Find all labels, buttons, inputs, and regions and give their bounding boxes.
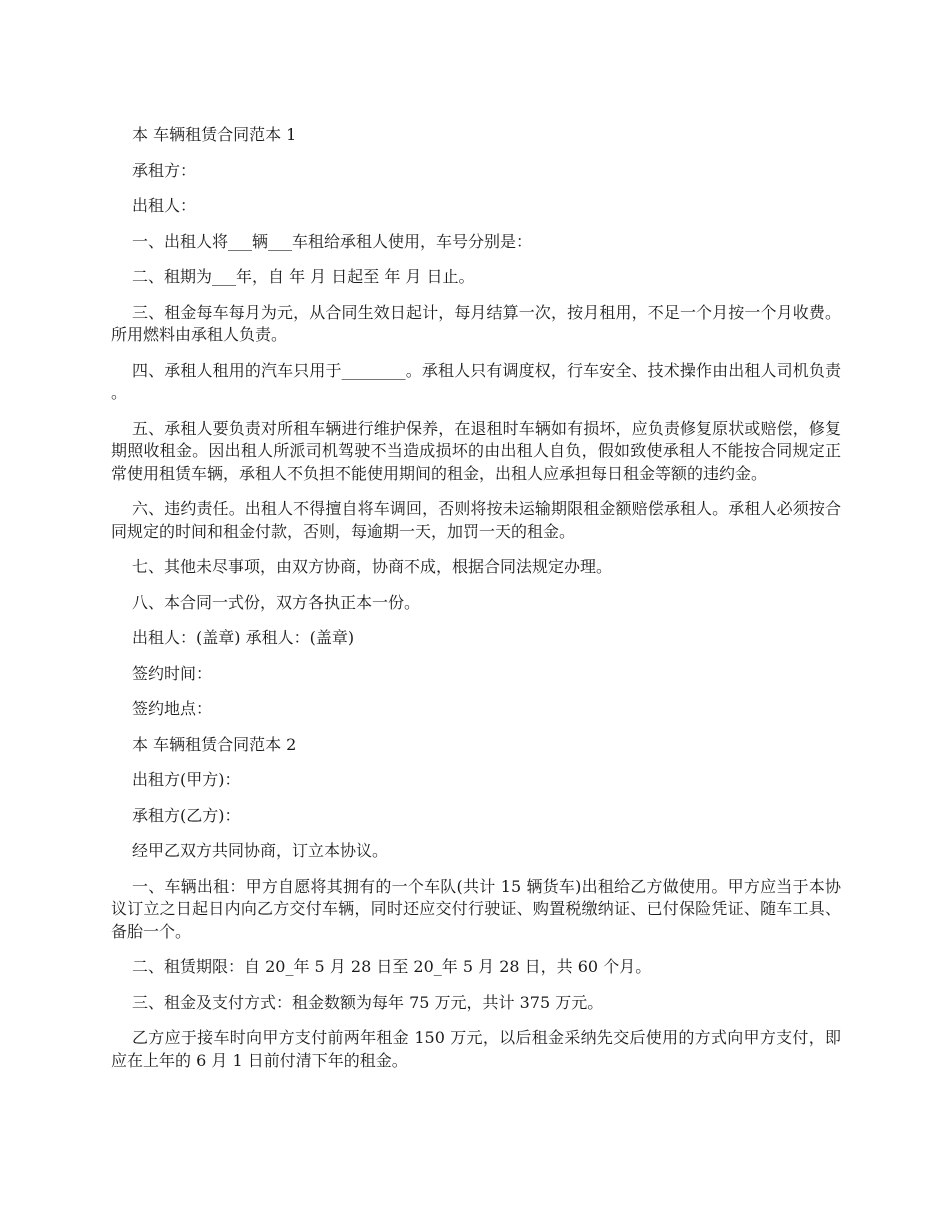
doc-title-1: 本 车辆租赁合同范本 1 bbox=[132, 125, 297, 144]
section-lease-term: 二、租赁期限：自 20_年 5 月 28 日至 20_年 5 月 28 日，共 60 个月。 bbox=[132, 957, 652, 976]
signature-line: 出租人：(盖章) 承租人：(盖章) bbox=[132, 628, 355, 647]
section-vehicle-rental: 一、车辆出租：甲方自愿将其拥有的一个车队(共计 15 辆货车)出租给乙方做使用。甲方应当于本协议订立之日起日内向乙方交付车辆，同时还应交付行驶证、购置税缴纳证、已付保险凭证、随车工具、备胎一个。 bbox=[111, 876, 841, 941]
lessee-field: 承租方： bbox=[132, 160, 197, 180]
clause-1: 一、出租人将___辆___车租给承租人使用，车号分别是： bbox=[132, 231, 533, 251]
clause-4: 四、承租人租用的汽车只用于________。承租人只有调度权，行车安全、技术操作由出租人司机负责。 bbox=[111, 360, 841, 402]
clause-3: 三、租金每车每月为元，从合同生效日起计，每月结算一次，按月租用，不足一个月按一个月收费。所用燃料由承租人负责。 bbox=[111, 302, 841, 344]
doc-title-2: 本 车辆租赁合同范本 2 bbox=[132, 734, 297, 754]
document-body bbox=[111, 124, 841, 1085]
agreement-intro: 经甲乙双方共同协商，订立本协议。 bbox=[132, 841, 389, 860]
clause-8: 八、本合同一式份，双方各执正本一份。 bbox=[132, 592, 421, 612]
payment-details: 乙方应于接车时向甲方支付前两年租金 150 万元，以后租金采纳先交后使用的方式向甲方支付，即应在上年的 6 月 1 日前付清下年的租金。 bbox=[111, 1028, 841, 1070]
clause-6: 六、违约责任。出租人不得擅自将车调回，否则将按未运输期限租金额赔偿承租人。承租人必须按合同规定的时间和租金付款，否则，每逾期一天，加罚一天的租金。 bbox=[111, 499, 841, 541]
clause-7: 七、其他未尽事项，由双方协商，协商不成，根据合同法规定办理。 bbox=[132, 557, 613, 576]
signing-place: 签约地点： bbox=[132, 699, 213, 718]
party-a-field: 出租方(甲方)： bbox=[132, 770, 241, 789]
section-rent-payment: 三、租金及支付方式：租金数额为每年 75 万元，共计 375 万元。 bbox=[132, 992, 604, 1012]
lessor-field: 出租人： bbox=[132, 196, 197, 215]
clause-5: 五、承租人要负责对所租车辆进行维护保养，在退租时车辆如有损坏，应负责修复原状或赔偿，修复期照收租金。因出租人所派司机驾驶不当造成损坏的由出租人自负，假如致使承租人不能按合同规定正常使用租赁车辆，承租人不负担不能使用期间的租金，出租人应承担每日租金等额的违约金。 bbox=[111, 418, 841, 483]
party-b-field: 承租方(乙方)： bbox=[132, 805, 241, 825]
signing-time: 签约时间： bbox=[132, 663, 213, 683]
clause-2: 二、租期为___年，自 年 月 日起至 年 月 日止。 bbox=[132, 267, 475, 286]
